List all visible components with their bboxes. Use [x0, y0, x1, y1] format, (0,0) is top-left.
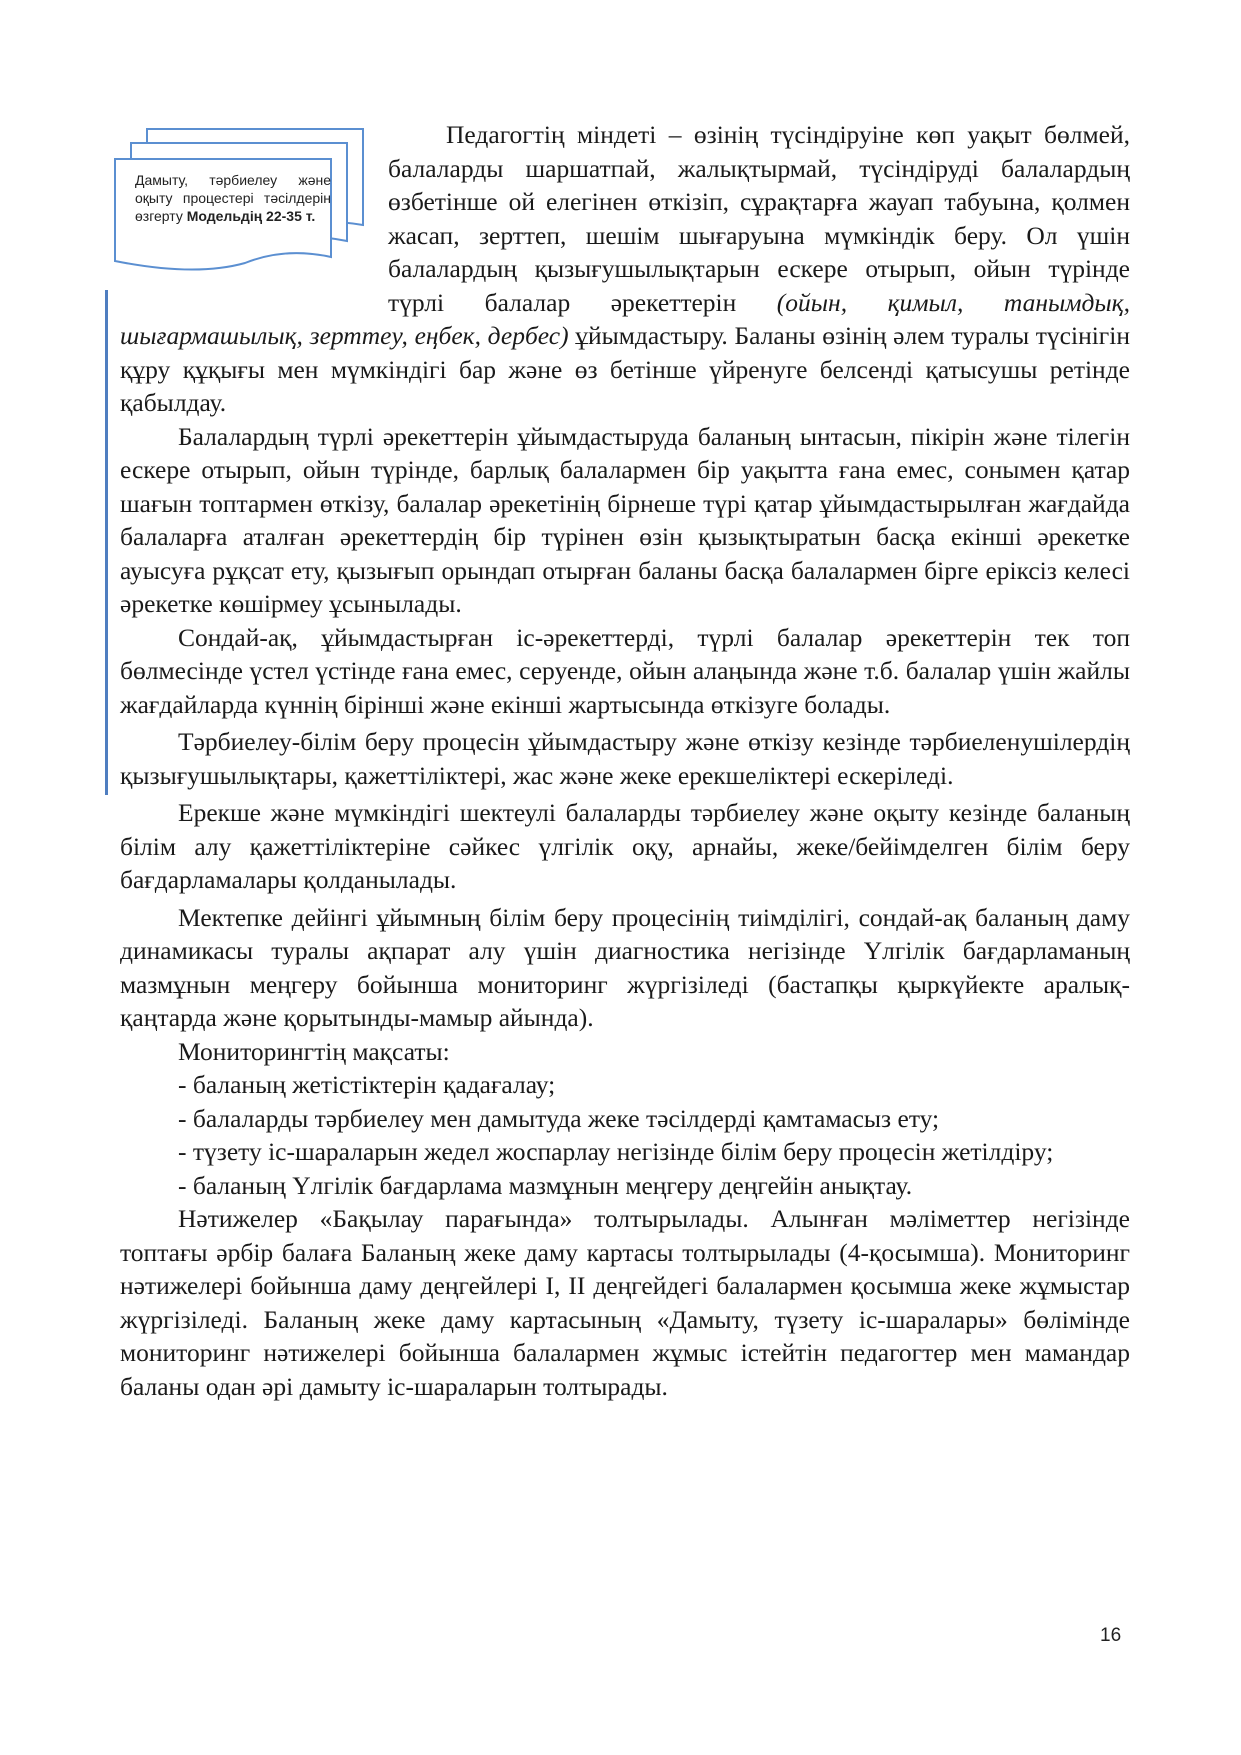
paragraph-2: Балалардың түрлі әрекеттерін ұйымдастыруда баланың ынтасын, пікірін және тілегін ескере отырып, ойын түрінде, барлық балалармен бір уақытта ғана емес, сонымен қатар шағын топтармен өткізу, балалар әрекетінің бірнеше түрі қатар ұйымдастырылған жағдайда балаларға аталған әрекеттердің бір түрінен өзін қызықтыратын басқа екінші әрекетке ауысуға рұқсат ету, қызығып орындап отырған баланы басқа балалармен бірге еріксіз келесі әрекетке көшірмеу ұсынылады. — [120, 421, 1130, 618]
callout-line-1: Дамыту, тәрбиелеу және оқыту процестері тәсілдерін өзгерту — [135, 172, 331, 224]
paragraph-7: Мониторингтің мақсаты: — [178, 1036, 450, 1066]
list-item: - балаларды тәрбиелеу мен дамытуда жеке тәсілдерді қамтамасыз ету; — [178, 1103, 940, 1133]
paragraph-3: Сондай-ақ, ұйымдастырған іс-әрекеттерді, түрлі балалар әрекеттерін тек топ бөлмесінде үстел үстінде ғана емес, серуенде, ойын алаңында және т.б. балалар үшін жайлы жағдайларда күннің бірінші және екінші жартысында өткізуге болады. — [120, 622, 1130, 719]
paragraph-1-text: Педагогтің міндеті – өзінің түсіндіруіне көп уақыт бөлмей, балаларды шаршатпай, жалықтырмай, түсіндіруді балалардың өзбетінше ой елегінен өткізіп, сұрақтарға жауап табуына, қолмен жасап, зерттеп, шешім шығаруына мүмкіндік беру. Ол үшін балалардың қызығушылықтарын ескере отырып, ойын түрінде түрлі балалар әрекеттерін — [388, 120, 1130, 317]
paragraph-1-italic: (ойын, қимыл, танымдық, шығармашылық, зерттеу, еңбек, дербес) — [120, 287, 1130, 350]
page-number: 16 — [1100, 1625, 1122, 1646]
paragraph-4: Тәрбиелеу-білім беру процесін ұйымдастыру және өткізу кезінде тәрбиеленушілердің қызығушылықтары, қажеттіліктері, жас және жеке ерекшеліктері ескеріледі. — [120, 727, 1130, 790]
main-text — [120, 118, 1130, 1403]
callout-line-2: Модельдің 22-35 т. — [186, 208, 316, 224]
paragraph-6: Мектепке дейінгі ұйымның білім беру процесінің тиімділігі, сондай-ақ баланың даму динамикасы туралы ақпарат алу үшін диагностика негізінде Үлгілік бағдарламаның мазмұнын меңгеру бойынша мониторинг жүргізіледі (бастапқы қыркүйекте аралық-қаңтарда және қорытынды-мамыр айында). — [120, 902, 1130, 1032]
paragraph-5: Ерекше және мүмкіндігі шектеулі балаларды тәрбиелеу және оқыту кезінде баланың білім алу қажеттіліктеріне сәйкес үлгілік оқу, арнайы, жеке/бейімделген білім беру бағдарламалары қолданылады. — [120, 798, 1130, 894]
paragraph-8: Нәтижелер «Бақылау парағында» толтырылады. Алынған мәліметтер негізінде топтағы әрбір балаға Баланың жеке даму картасы толтырылады (4-қосымша). Мониторинг нәтижелері бойынша даму деңгейлері I, II деңгейдегі балалармен қосымша жеке жұмыстар жүргізіледі. Баланың жеке даму картасының «Дамыту, түзету іс-шаралары» бөлімінде мониторинг нәтижелері бойынша балалармен жұмыс істейтін педагогтер мен мамандар баланы одан әрі дамыту іс-шараларын толтырады. — [120, 1204, 1130, 1401]
callout-spacer — [118, 118, 388, 286]
paragraph-1-text-end: ұйымдастыру. Баланы өзінің әлем туралы түсінігін құру құқығы мен мүмкіндігі бар және өз бетінше үйренуге белсенді қатысушы ретінде қабылдау. — [120, 321, 1130, 417]
left-accent-bar — [105, 290, 108, 795]
list-item: - баланың Үлгілік бағдарлама мазмұнын меңгеру деңгейін анықтау. — [178, 1170, 913, 1200]
list-item: - баланың жетістіктерін қадағалау; — [178, 1070, 556, 1099]
list-item: - түзету іс-шараларын жедел жоспарлау негізінде білім беру процесін жетілдіру; — [178, 1137, 1054, 1166]
